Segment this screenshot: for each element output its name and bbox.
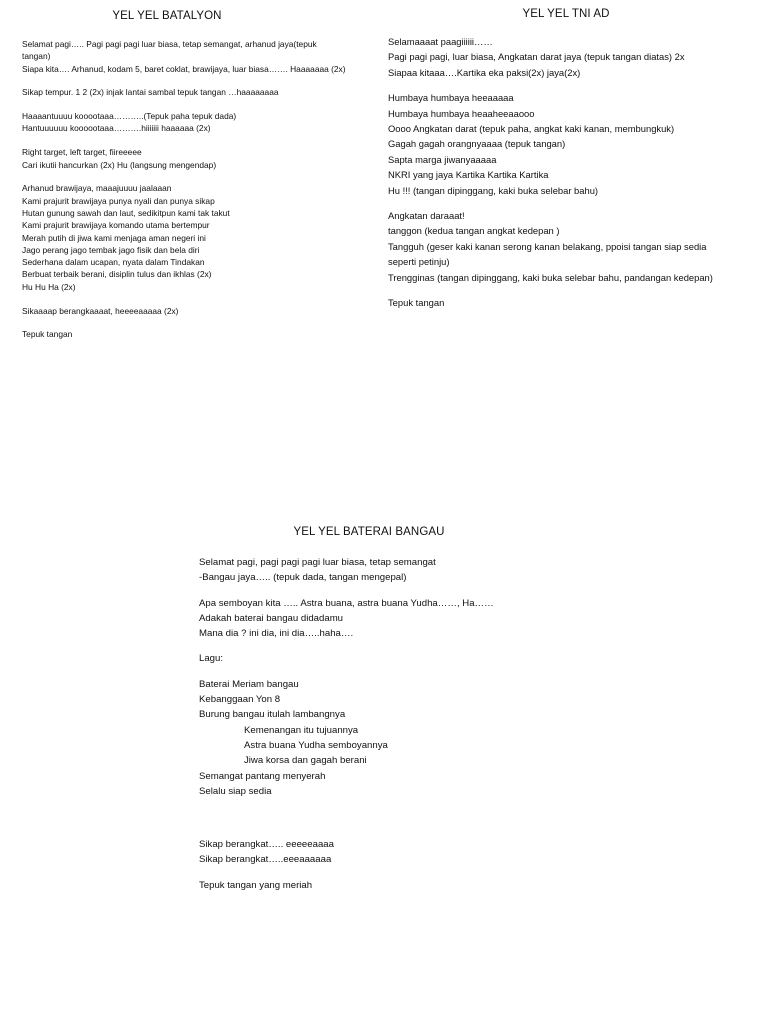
paragraph-greeting [199, 555, 559, 586]
text-line: Humbaya humbaya heaaheeaaooo [388, 107, 535, 119]
song-line: Kemenangan itu tujuannya [244, 724, 359, 736]
text-line: Selamat pagi, pagi pagi pagi luar biasa, tetap semangat [199, 557, 436, 568]
text-line: Sikap tempur. 1 2 (2x) injak lantai sambal tepuk tangan …haaaaaaaa [22, 87, 279, 98]
paragraph [388, 90, 758, 198]
spacer [199, 809, 559, 837]
text-line: Cari ikutii hancurkan (2x) Hu (langsung mengendap) [22, 159, 217, 170]
text-line: seperti petinju) [388, 256, 450, 268]
song-line: Jiwa korsa dan gagah berani [244, 755, 367, 767]
section-yel-tni-ad [388, 8, 758, 321]
section-title-tni-ad: YEL YEL TNI AD [522, 8, 610, 20]
text-line: Right target, left target, fiireeeee [22, 147, 142, 158]
text-line: Hutan gunung sawah dan laut, sedikitpun kami tak takut [22, 207, 230, 218]
text-line: Tangguh (geser kaki kanan serong kanan belakang, ppoisi tangan siap sedia [388, 240, 707, 252]
text-line: Gagah gagah orangnyaaaa (tepuk tangan) [388, 138, 566, 150]
paragraph [22, 86, 372, 98]
text-line: Siapa kita…. Arhanud, kodam 5, baret coklat, brawijaya, luar biasa……. Haaaaaaa (2x) [22, 63, 346, 74]
text-line: Tepuk tangan [22, 329, 73, 340]
section-body-batalyon [22, 38, 372, 341]
text-line: Trengginas (tangan dipinggang, kaki buka selebar bahu, pandangan kedepan) [388, 271, 713, 283]
text-line: Tepuk tangan [388, 297, 445, 309]
song-line: Burung bangau itulah lambangnya [199, 709, 346, 721]
text-line: Hu !!! (tangan dipinggang, kaki buka selebar bahu) [388, 184, 599, 196]
text-line: Apa semboyan kita ….. Astra buana, astra buana Yudha……, Ha…… [199, 597, 494, 609]
section-title-baterai-bangau: YEL YEL BATERAI BANGAU [293, 526, 445, 538]
text-line: Selamaaaat paagiiiiii…… [388, 36, 493, 47]
paragraph-closing [199, 878, 559, 893]
paragraph [388, 208, 758, 285]
section-yel-baterai-bangau [199, 526, 559, 903]
paragraph [22, 328, 372, 340]
text-line: Selamat pagi….. Pagi pagi pagi luar biasa, tetap semangat, arhanud jaya(tepuk [22, 39, 317, 49]
text-line: Jago perang jago tembak jago fisik dan bela diri [22, 244, 200, 255]
text-line: tanggon (kedua tangan angkat kedepan ) [388, 225, 560, 237]
text-line: Kami prajurit brawijaya komando utama bertempur [22, 220, 210, 231]
text-line: NKRI yang jaya Kartika Kartika Kartika [388, 169, 549, 181]
text-line: Arhanud brawijaya, maaajuuuu jaalaaan [22, 183, 172, 194]
text-line: Adakah baterai bangau didadamu [199, 612, 344, 624]
song-line: Astra buana Yudha semboyannya [244, 739, 388, 751]
paragraph [22, 110, 372, 135]
paragraph-semboyan [199, 596, 559, 642]
text-line: Oooo Angkatan darat (tepuk paha, angkat kaki kanan, membungkuk) [388, 123, 675, 135]
text-line: Hantuuuuuu koooootaaa……….hiiiiiii haaaaaa (2x) [22, 123, 211, 134]
text-line: Humbaya humbaya heeaaaaa [388, 92, 514, 104]
paragraph [388, 295, 758, 310]
text-line: Siapaa kitaaa….Kartika eka paksi(2x) jaya(2x) [388, 66, 581, 78]
text-line: tangan) [22, 51, 51, 62]
paragraph [22, 38, 372, 75]
text-line: Mana dia ? ini dia, ini dia…..haha…. [199, 628, 354, 640]
text-line: Sapta marga jiwanyaaaaa [388, 153, 497, 165]
text-line: Sederhana dalam ucapan, nyata dalam Tindakan [22, 257, 205, 268]
paragraph [388, 34, 758, 80]
text-line: Lagu: [199, 653, 224, 665]
paragraph-song-label [199, 651, 559, 666]
paragraph-song-lyrics [199, 677, 559, 799]
paragraph-sikap-berangkat [199, 837, 559, 868]
text-line: Angkatan daraaat! [388, 210, 465, 222]
text-line: Sikaaaap berangkaaaat, heeeeaaaaa (2x) [22, 305, 179, 316]
song-line: Semangat pantang menyerah [199, 770, 326, 782]
paragraph [22, 182, 372, 293]
song-line: Selalu siap sedia [199, 785, 272, 797]
text-line: Sikap berangkat….. eeeeeaaaa [199, 839, 334, 851]
section-title-batalyon: YEL YEL BATALYON [112, 10, 222, 22]
section-body-tni-ad [388, 34, 758, 311]
text-line: Tepuk tangan yang meriah [199, 879, 313, 891]
song-line: Baterai Meriam bangau [199, 678, 299, 690]
text-line: Pagi pagi pagi, luar biasa, Angkatan darat jaya (tepuk tangan diatas) 2x [388, 51, 685, 63]
text-line: Sikap berangkat…..eeeaaaaaa [199, 854, 332, 866]
text-line: -Bangau jaya….. (tepuk dada, tangan mengepal) [199, 572, 407, 584]
section-yel-batalyon [22, 10, 372, 352]
text-line: Berbuat terbaik berani, disiplin tulus dan ikhlas (2x) [22, 269, 212, 280]
text-line: Haaaantuuuu kooootaaa………..(Tepuk paha tepuk dada) [22, 111, 237, 122]
text-line: Merah putih di jiwa kami menjaga aman negeri ini [22, 232, 206, 243]
paragraph [22, 305, 372, 317]
paragraph [22, 146, 372, 171]
text-line: Hu Hu Ha (2x) [22, 281, 76, 292]
song-line: Kebanggaan Yon 8 [199, 694, 281, 706]
text-line: Kami prajurit brawijaya punya nyali dan punya sikap [22, 195, 215, 206]
